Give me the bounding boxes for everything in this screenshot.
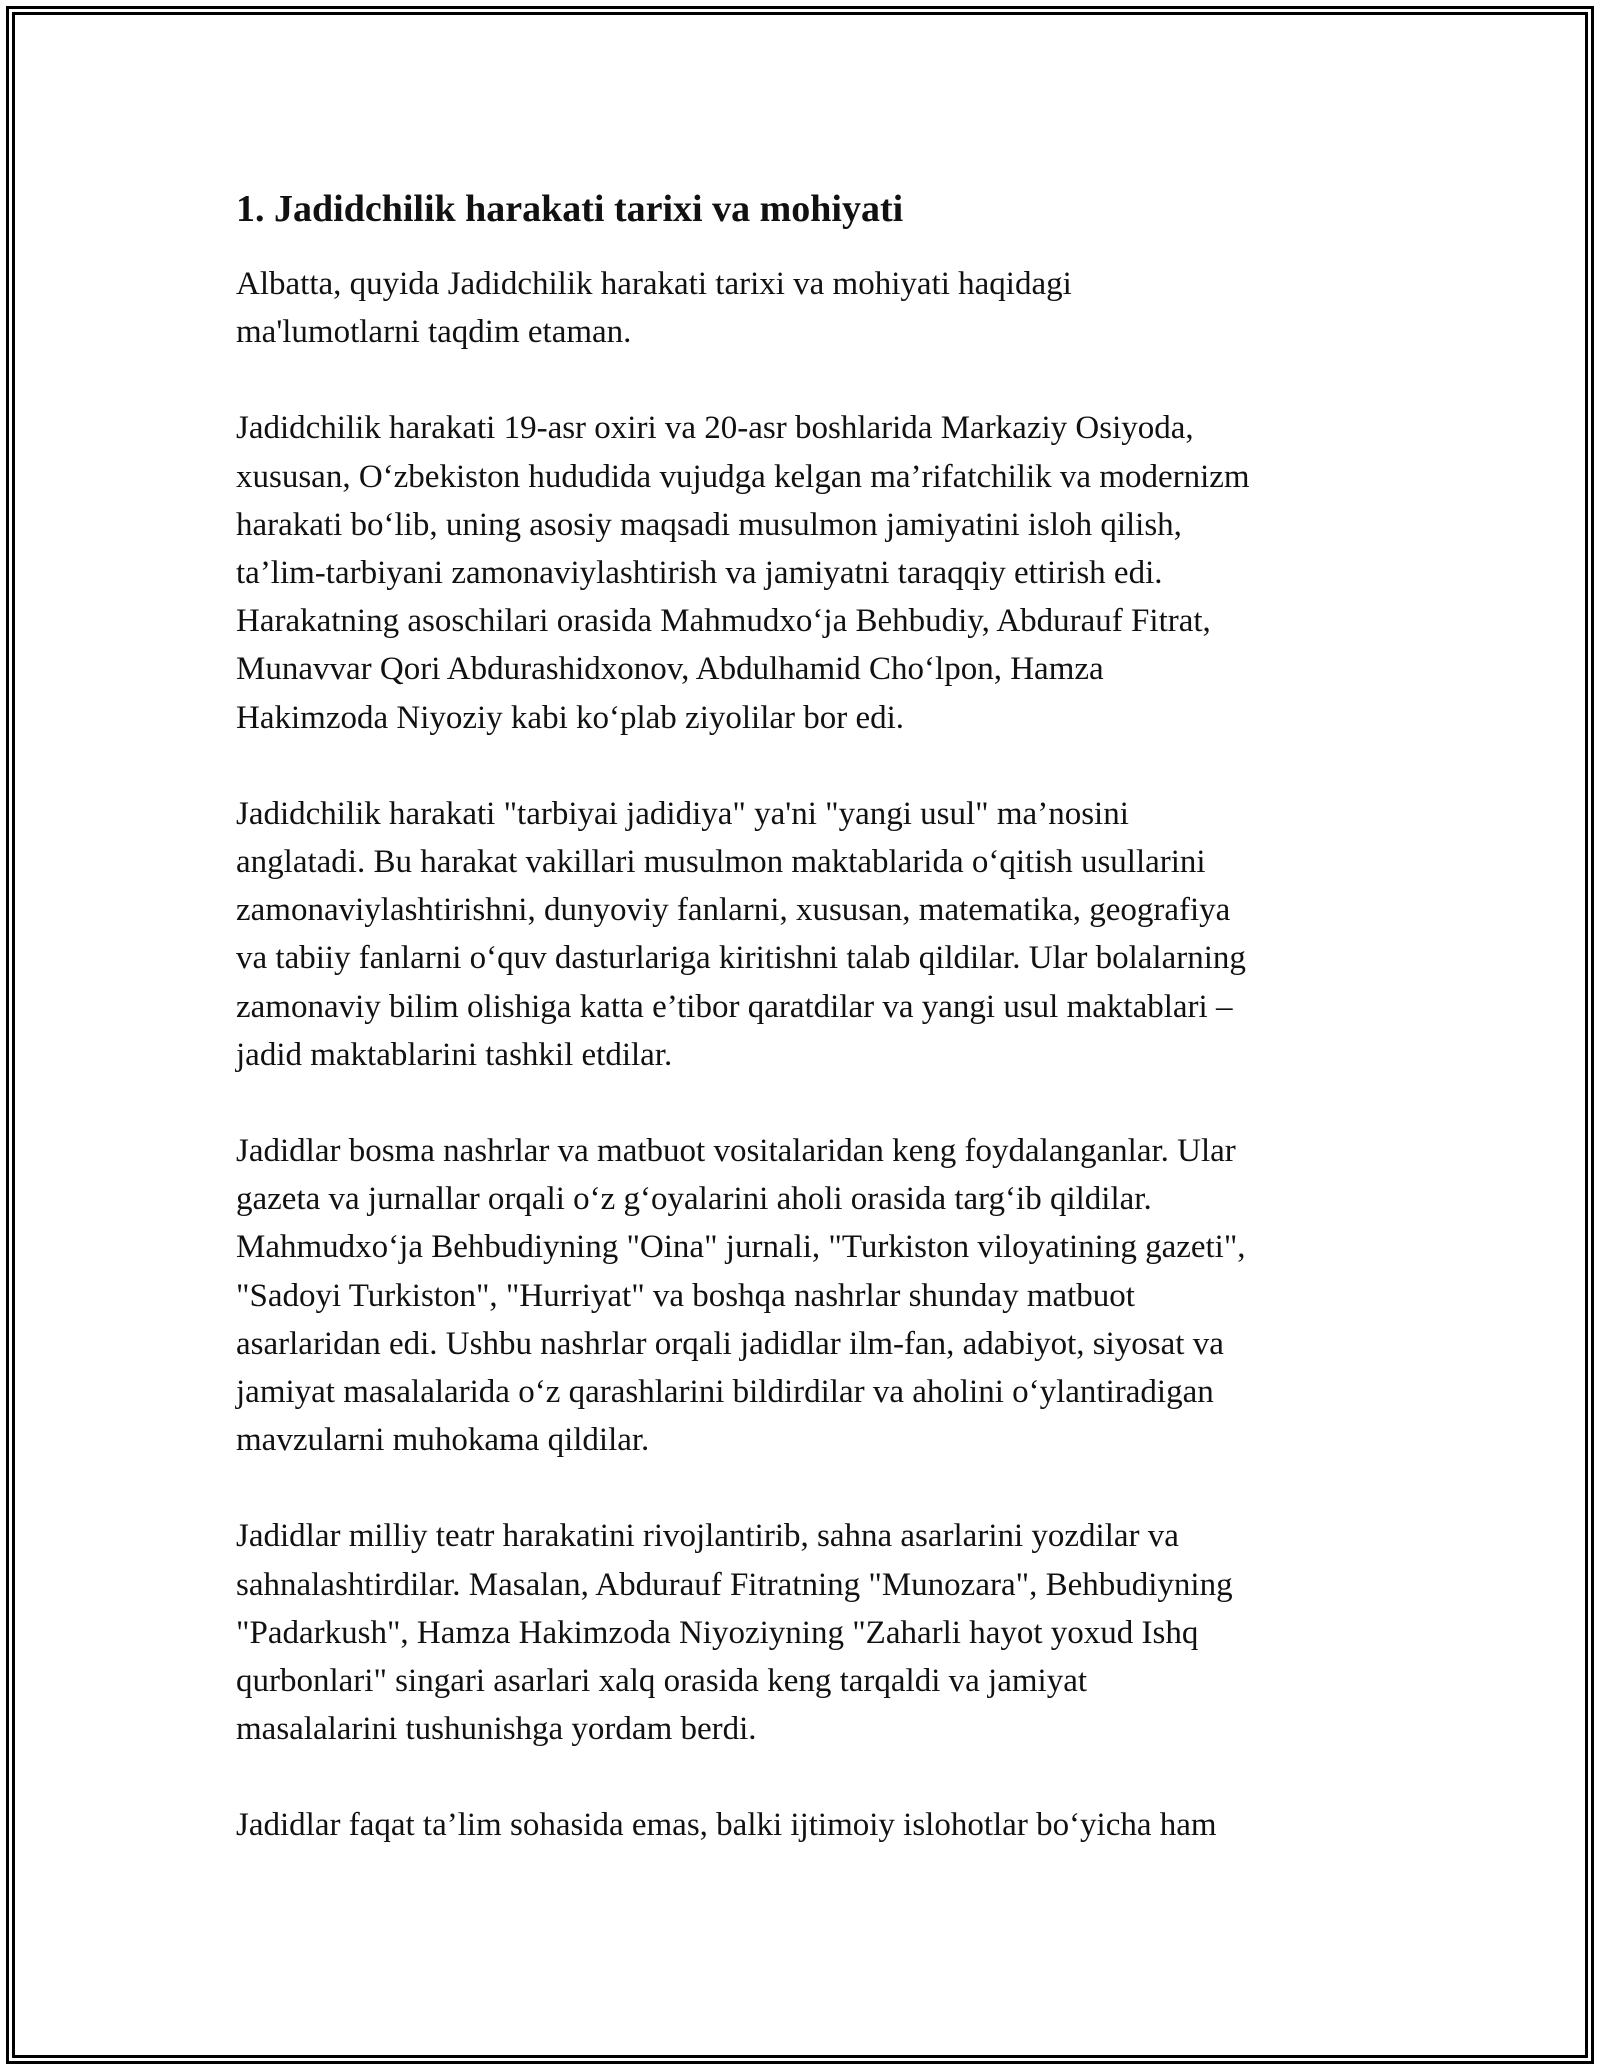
text-line: Jadidchilik harakati "tarbiyai jadidiya" ya'ni "yangi usul" ma’nosini bbox=[236, 795, 1129, 832]
text-line: Munavvar Qori Abdurashidxonov, Abdulhamid Cho‘lpon, Hamza bbox=[236, 651, 1104, 688]
paragraph-reforms bbox=[236, 1801, 1366, 1849]
text-line: asarlaridan edi. Ushbu nashrlar orqali jadidlar ilm-fan, adabiyot, siyosat va bbox=[236, 1325, 1224, 1362]
paragraph-press bbox=[236, 1127, 1366, 1464]
paragraph-history bbox=[236, 404, 1366, 741]
text-line: Jadidlar faqat ta’lim sohasida emas, balki ijtimoiy islohotlar bo‘yicha ham bbox=[236, 1807, 1217, 1844]
paragraph-intro bbox=[236, 260, 1366, 356]
text-line: va tabiiy fanlarni o‘quv dasturlariga kiritishni talab qildilar. Ular bolalarning bbox=[236, 940, 1246, 977]
text-line: ma'lumotlarni taqdim etaman. bbox=[236, 314, 632, 351]
paragraph-meaning bbox=[236, 790, 1366, 1079]
text-line: masalalarini tushunishga yordam berdi. bbox=[236, 1711, 757, 1748]
text-line: mavzularni muhokama qildilar. bbox=[236, 1422, 650, 1459]
text-line: anglatadi. Bu harakat vakillari musulmon maktablarida o‘qitish usullarini bbox=[236, 844, 1206, 881]
text-line: qurbonlari" singari asarlari xalq orasida keng tarqaldi va jamiyat bbox=[236, 1663, 1088, 1700]
text-line: Harakatning asoschilari orasida Mahmudxo‘ja Behbudiy, Abdurauf Fitrat, bbox=[236, 603, 1211, 640]
text-line: harakati bo‘lib, uning asosiy maqsadi musulmon jamiyatini isloh qilish, bbox=[236, 506, 1182, 543]
section-heading: 1. Jadidchilik harakati tarixi va mohiyati bbox=[236, 188, 904, 230]
text-line: Jadidlar bosma nashrlar va matbuot vositalaridan keng foydalanganlar. Ular bbox=[236, 1133, 1236, 1170]
text-line: Hakimzoda Niyoziy kabi ko‘plab ziyolilar bor edi. bbox=[236, 699, 905, 736]
document-body bbox=[236, 185, 1366, 1850]
text-line: jamiyat masalalarida o‘z qarashlarini bildirdilar va aholini o‘ylantiradigan bbox=[236, 1374, 1214, 1411]
text-line: "Padarkush", Hamza Hakimzoda Niyoziyning "Zaharli hayot yoxud Ishq bbox=[236, 1614, 1199, 1651]
text-line: zamonaviylashtirishni, dunyoviy fanlarni, xususan, matematika, geografiya bbox=[236, 892, 1231, 929]
text-line: Mahmudxo‘ja Behbudiyning "Oina" jurnali, "Turkiston viloyatining gazeti", bbox=[236, 1229, 1246, 1266]
text-line: xususan, O‘zbekiston hududida vujudga kelgan ma’rifatchilik va modernizm bbox=[236, 458, 1250, 495]
text-line: sahnalashtirdilar. Masalan, Abdurauf Fitratning "Munozara", Behbudiyning bbox=[236, 1566, 1233, 1603]
text-line: ta’lim-tarbiyani zamonaviylashtirish va jamiyatni taraqqiy ettirish edi. bbox=[236, 555, 1163, 592]
text-line: Jadidchilik harakati 19-asr oxiri va 20-asr boshlarida Markaziy Osiyoda, bbox=[236, 410, 1194, 447]
text-line: Albatta, quyida Jadidchilik harakati tarixi va mohiyati haqidagi bbox=[236, 266, 1072, 302]
text-line: jadid maktablarini tashkil etdilar. bbox=[236, 1036, 673, 1073]
text-line: zamonaviy bilim olishiga katta e’tibor qaratdilar va yangi usul maktablari – bbox=[236, 988, 1233, 1025]
text-line: Jadidlar milliy teatr harakatini rivojlantirib, sahna asarlarini yozdilar va bbox=[236, 1518, 1179, 1555]
text-line: gazeta va jurnallar orqali o‘z g‘oyalarini aholi orasida targ‘ib qildilar. bbox=[236, 1181, 1152, 1218]
text-line: "Sadoyi Turkiston", "Hurriyat" va boshqa nashrlar shunday matbuot bbox=[236, 1277, 1135, 1314]
paragraph-theatre bbox=[236, 1512, 1366, 1753]
